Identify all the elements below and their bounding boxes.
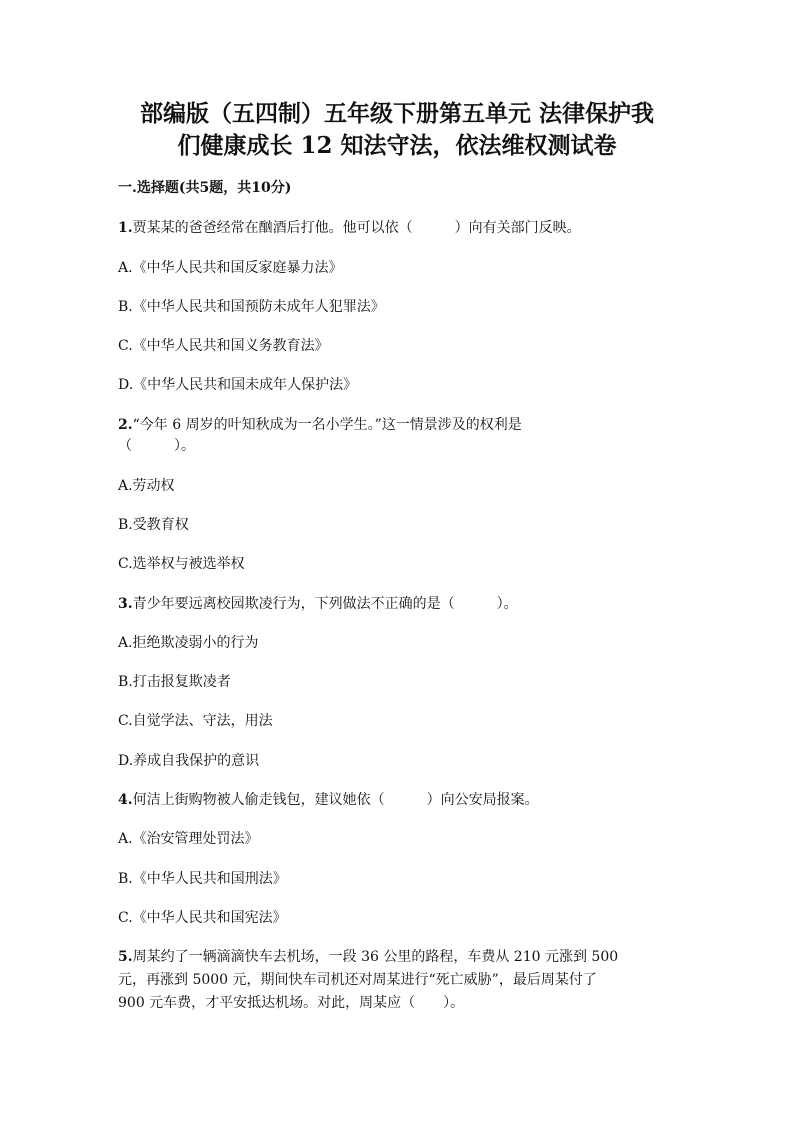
question-text: 周某约了一辆滴滴快车去机场，一段 36 公里的路程，车费从 210 元涨到 500 (132, 949, 619, 965)
question-3-option-d: D.养成自我保护的意识 (118, 753, 260, 769)
question-text: 青少年要远离校园欺凌行为，下列做法不正确的是（ ）。 (132, 596, 518, 612)
question-3-option-a: A.拒绝欺凌弱小的行为 (118, 635, 259, 651)
question-3-option-c: C.自觉学法、守法，用法 (118, 713, 273, 729)
question-4-option-a: A.《治安管理处罚法》 (118, 831, 259, 847)
question-2 (118, 415, 522, 435)
question-4-option-c: C.《中华人民共和国宪法》 (118, 910, 287, 926)
question-text: “今年 6 周岁的叶知秋成为一名小学生。”这一情景涉及的权利是 (132, 417, 522, 433)
question-2-option-b: B.受教育权 (118, 517, 189, 533)
question-5 (118, 947, 618, 967)
question-1 (118, 218, 581, 238)
question-5-text-line-2: 元，再涨到 5000 元，期间快车司机还对周某进行“死亡威胁”，最后周某付了 (118, 972, 597, 988)
question-1-option-b: B.《中华人民共和国预防未成年人犯罪法》 (118, 299, 385, 315)
question-4-option-b: B.《中华人民共和国刑法》 (118, 871, 287, 887)
question-2-option-a: A.劳动权 (118, 478, 175, 494)
question-3 (118, 594, 518, 614)
question-5-text-line-3: 900 元车费，才平安抵达机场。对此，周某应（ ）。 (118, 995, 465, 1011)
question-text: 贾某某的爸爸经常在酗酒后打他。他可以依（ ）向有关部门反映。 (132, 220, 581, 236)
question-number: 1. (118, 220, 133, 236)
title-line-2: 们健康成长 12 知法守法，依法维权测试卷 (177, 132, 617, 159)
question-2-option-c: C.选举权与被选举权 (118, 556, 245, 572)
question-1-option-c: C.《中华人民共和国义务教育法》 (118, 338, 329, 354)
question-1-option-a: A.《中华人民共和国反家庭暴力法》 (118, 260, 343, 276)
question-3-option-b: B.打击报复欺凌者 (118, 674, 231, 690)
question-number: 3. (118, 596, 133, 612)
question-4 (118, 790, 539, 810)
question-number: 5. (118, 949, 133, 965)
title-line-1: 部编版（五四制）五年级下册第五单元 法律保护我 (139, 100, 654, 127)
question-number: 4. (118, 792, 133, 808)
section-heading: 一.选择题(共5题，共10分) (118, 180, 292, 196)
question-1-option-d: D.《中华人民共和国未成年人保护法》 (118, 377, 358, 393)
question-number: 2. (118, 417, 133, 433)
question-text: 何洁上街购物被人偷走钱包，建议她依（ ）向公安局报案。 (132, 792, 539, 808)
question-2-text-continued: （ ）。 (118, 438, 195, 454)
